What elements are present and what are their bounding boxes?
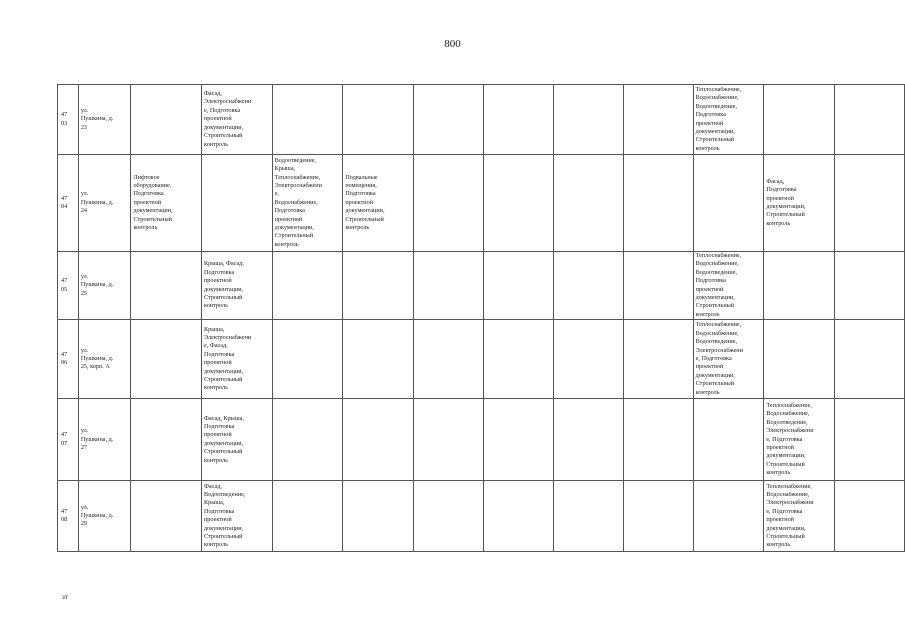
work-type-cell — [483, 85, 553, 155]
work-type-cell — [131, 320, 202, 399]
work-type-cell — [764, 252, 835, 320]
work-type-cell — [834, 399, 904, 481]
work-type-cell — [413, 481, 483, 552]
work-type-cell — [483, 155, 553, 252]
work-type-cell: Водоотведение, Крыша, Теплоснабжение, Электроснабжени е, Водоснабжение, Подготовка проектной документации, Строительный контроль — [272, 155, 343, 252]
work-type-cell — [343, 399, 414, 481]
row-number-cell: 47 04 — [58, 155, 79, 252]
work-type-cell — [834, 320, 904, 399]
footer-mark: зт — [62, 593, 68, 601]
work-type-cell — [483, 320, 553, 399]
work-type-cell — [413, 399, 483, 481]
work-type-cell: Теплоснабжение, Водоснабжение, Водоотведение, Электроснабжени е, Подготовка проектной документации, Строительный контроль — [764, 399, 835, 481]
work-type-cell — [202, 155, 273, 252]
work-type-cell — [693, 399, 764, 481]
work-type-cell: Крыша, Фасад, Подготовка проектной документации, Строительный контроль — [202, 252, 273, 320]
table-row — [58, 155, 905, 252]
work-type-cell — [343, 252, 414, 320]
work-type-cell — [413, 252, 483, 320]
work-type-cell: Фасад, Водоотведение, Крыша, Подготовка проектной документации, Строительный контроль — [202, 481, 273, 552]
work-type-cell — [131, 85, 202, 155]
work-type-cell: Крыша, Электроснабжени е, Фасад, Подготовка проектной документации, Строительный контроль — [202, 320, 273, 399]
work-type-cell — [483, 481, 553, 552]
work-type-cell — [272, 320, 343, 399]
work-type-cell: Теплоснабжение, Водоснабжение, Водоотведение, Подготовка проектной документации, Строительный контроль — [693, 85, 764, 155]
work-type-cell — [623, 85, 693, 155]
work-type-cell — [483, 252, 553, 320]
work-type-cell: Теплоснабжение, Водоснабжение, Водоотведение, Подготовка проектной документации, Строительный контроль — [693, 252, 764, 320]
work-type-cell — [553, 399, 623, 481]
table-row — [58, 399, 905, 481]
work-type-cell: Фасад, Крыша, Подготовка проектной документации, Строительный контроль — [202, 399, 273, 481]
address-cell: ул. Пушкина, д. 25, корп. А — [78, 320, 131, 399]
work-type-cell — [131, 481, 202, 552]
table-row — [58, 252, 905, 320]
work-type-cell — [553, 481, 623, 552]
work-type-cell — [834, 85, 904, 155]
work-type-cell — [764, 320, 835, 399]
work-type-cell — [272, 481, 343, 552]
repair-schedule-table — [57, 84, 905, 552]
work-type-cell — [553, 155, 623, 252]
table-row — [58, 85, 905, 155]
work-type-cell — [272, 85, 343, 155]
work-type-cell — [413, 155, 483, 252]
row-number-cell: 47 07 — [58, 399, 79, 481]
address-cell: ул. Пушкина, д. 27 — [78, 399, 131, 481]
work-type-cell — [272, 399, 343, 481]
work-type-cell — [553, 320, 623, 399]
address-cell: ул. Пушкина, д. 24 — [78, 155, 131, 252]
work-type-cell — [343, 320, 414, 399]
work-type-cell — [623, 252, 693, 320]
work-type-cell — [343, 481, 414, 552]
table-row — [58, 320, 905, 399]
work-type-cell: Подвальные помещения, Подготовка проектной документации, Строительный контроль — [343, 155, 414, 252]
row-number-cell: 47 03 — [58, 85, 79, 155]
work-type-cell: Фасад, Электроснабжени е, Подготовка проектной документации, Строительный контроль — [202, 85, 273, 155]
address-cell: ул. Пушкина, д. 25 — [78, 252, 131, 320]
work-type-cell — [834, 155, 904, 252]
work-type-cell — [834, 252, 904, 320]
work-type-cell — [413, 85, 483, 155]
row-number-cell: 47 05 — [58, 252, 79, 320]
work-type-cell — [834, 481, 904, 552]
work-type-cell — [623, 481, 693, 552]
work-type-cell — [343, 85, 414, 155]
work-type-cell — [272, 252, 343, 320]
work-type-cell: Теплоснабжение, Водоснабжение, Электроснабжени е, Подготовка проектной документации, Строительный контроль — [764, 481, 835, 552]
work-type-cell — [693, 155, 764, 252]
work-type-cell — [693, 481, 764, 552]
row-number-cell: 47 08 — [58, 481, 79, 552]
work-type-cell — [764, 85, 835, 155]
work-type-cell — [483, 399, 553, 481]
work-type-cell — [413, 320, 483, 399]
work-type-cell: Теплоснабжение, Водоснабжение, Водоотведение, Электроснабжени е, Подготовка проектной документации, Строительный контроль — [693, 320, 764, 399]
page-number: 800 — [444, 38, 461, 50]
work-type-cell — [623, 399, 693, 481]
work-type-cell — [131, 252, 202, 320]
work-type-cell: Лифтовое оборудование, Подготовка проектной документации, Строительный контроль — [131, 155, 202, 252]
work-type-cell — [131, 399, 202, 481]
work-type-cell: Фасад, Подготовка проектной документации, Строительный контроль — [764, 155, 835, 252]
row-number-cell: 47 06 — [58, 320, 79, 399]
work-type-cell — [623, 320, 693, 399]
address-cell: ул. Пушкина, д. 29 — [78, 481, 131, 552]
work-type-cell — [553, 252, 623, 320]
table-row — [58, 481, 905, 552]
work-type-cell — [623, 155, 693, 252]
work-type-cell — [553, 85, 623, 155]
address-cell: ул. Пушкина, д. 23 — [78, 85, 131, 155]
